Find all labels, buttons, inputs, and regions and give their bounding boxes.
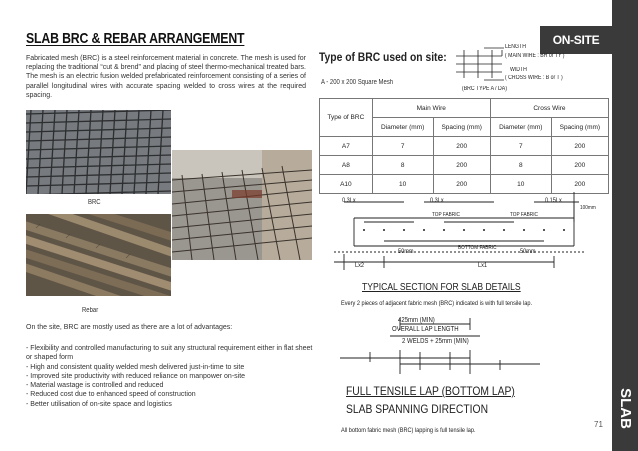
subheader: Spacing (mm)	[433, 118, 490, 137]
section-top-fabric-2: TOP FABRIC	[510, 212, 538, 218]
cell-value: 7	[490, 137, 551, 156]
advantage-item: - High and consistent quality welded mesh delivered just-in-time to site	[26, 363, 245, 371]
section-depth: 100mm	[580, 205, 596, 211]
cell-value: 8	[490, 156, 551, 175]
cell-value: 8	[372, 156, 433, 175]
brc-table	[319, 98, 609, 194]
subheader: Diameter (mm)	[372, 118, 433, 137]
cell-type: A8	[320, 156, 373, 175]
lap-caption: All bottom fabric mesh (BRC) lapping is full tensile lap.	[341, 427, 476, 434]
cell-value: 200	[433, 156, 490, 175]
cell-value: 200	[433, 137, 490, 156]
sketch-main-wire-label: ( MAIN WIRE : BR or TY )	[505, 53, 565, 59]
advantage-item: - Better utilisation of on-site space and logistics	[26, 400, 172, 408]
header-type: Type of BRC	[320, 99, 373, 137]
cell-type: A7	[320, 137, 373, 156]
brc-type-heading: Type of BRC used on site:	[319, 50, 447, 64]
page-title: SLAB BRC & REBAR ARRANGEMENT	[26, 30, 245, 47]
brc-photo	[26, 110, 171, 194]
brc-caption: BRC	[88, 199, 101, 206]
advantage-item: - Reduced cost due to enhanced speed of construction	[26, 391, 196, 399]
advantage-item: - Flexibility and controlled manufacturing to suit any structural requirement either in flat sheet or shaped form	[26, 345, 313, 362]
section-lx3: 0.15Lx	[545, 197, 562, 204]
rebar-caption: Rebar	[82, 307, 99, 314]
header-main-wire: Main Wire	[372, 99, 490, 118]
advantage-item: - Improved site productivity with reduced reliance on manpower on-site	[26, 372, 246, 380]
cell-value: 200	[551, 175, 608, 194]
advantages-intro: On the site, BRC are mostly used as there are a lot of advantages:	[26, 324, 233, 331]
section-lx-right: Lx1	[478, 262, 488, 269]
section-tab: ON-SITE	[540, 26, 612, 54]
sketch-length-label: LENGTH	[505, 44, 526, 50]
rebar-photo	[26, 214, 171, 296]
site-rebar-image	[172, 150, 312, 260]
lap-title2: SLAB SPANNING DIRECTION	[346, 402, 489, 416]
section-mm1: 50mm	[398, 248, 414, 255]
lap-overall: OVERALL LAP LENGTH	[392, 326, 459, 333]
section-caption: Every 2 pieces of adjacent fabric mesh (BRC) indicated is with full tensile lap.	[341, 300, 533, 307]
lap-min: 425mm (MIN)	[398, 317, 435, 324]
sketch-brc-type-label: (BRC TYPE A / DA)	[462, 86, 507, 92]
table-header-row	[320, 99, 609, 118]
cell-value: 10	[372, 175, 433, 194]
sidebar-label: SLAB	[616, 387, 634, 429]
lap-welds: 2 WELDS + 25mm (MIN)	[402, 338, 469, 345]
section-title: TYPICAL SECTION FOR SLAB DETAILS	[362, 282, 521, 293]
brc-mesh-image	[26, 110, 171, 194]
subheader: Spacing (mm)	[551, 118, 608, 137]
sketch-cross-wire-label: ( CROSS WIRE : B or T )	[505, 75, 563, 81]
intro-paragraph: Fabricated mesh (BRC) is a steel reinforcement material in concrete. The mesh is used for replacing the traditional “cut & brend” and placing of steel thermo-mechanical treated bars. The mesh is an electric fusion welded prefabricated reinforcement consisting of a series of parallel longitudinal wires with accurate spacing welded to cross wires at the required spacing.	[26, 55, 306, 99]
header-cross-wire: Cross Wire	[490, 99, 608, 118]
table-row	[320, 137, 609, 156]
cell-value: 200	[433, 175, 490, 194]
section-bottom-fabric: BOTTOM FABRIC	[458, 245, 497, 251]
page-number: 71	[594, 420, 603, 429]
subheader: Diameter (mm)	[490, 118, 551, 137]
section-lx2: 0.3Lx	[430, 197, 444, 204]
sketch-width-label: WIDTH	[510, 67, 527, 73]
lap-title1: FULL TENSILE LAP (BOTTOM LAP)	[346, 384, 515, 398]
rebar-image	[26, 214, 171, 296]
site-rebar-photo	[172, 150, 312, 260]
mesh-label: A - 200 x 200 Square Mesh	[321, 79, 394, 86]
table-row	[320, 156, 609, 175]
section-mm2: 50mm	[520, 248, 536, 255]
section-lx-left: Lx2	[355, 262, 365, 269]
advantages-list	[26, 344, 316, 409]
cell-value: 200	[551, 137, 608, 156]
cell-type: A10	[320, 175, 373, 194]
table-row	[320, 175, 609, 194]
cell-value: 10	[490, 175, 551, 194]
cell-value: 200	[551, 156, 608, 175]
cell-value: 7	[372, 137, 433, 156]
lap-sketch	[340, 316, 560, 376]
section-top-fabric-1: TOP FABRIC	[432, 212, 460, 218]
slab-section-sketch	[324, 192, 594, 292]
advantage-item: - Material wastage is controlled and reduced	[26, 382, 164, 390]
section-lx1: 0.3Lx	[342, 197, 356, 204]
